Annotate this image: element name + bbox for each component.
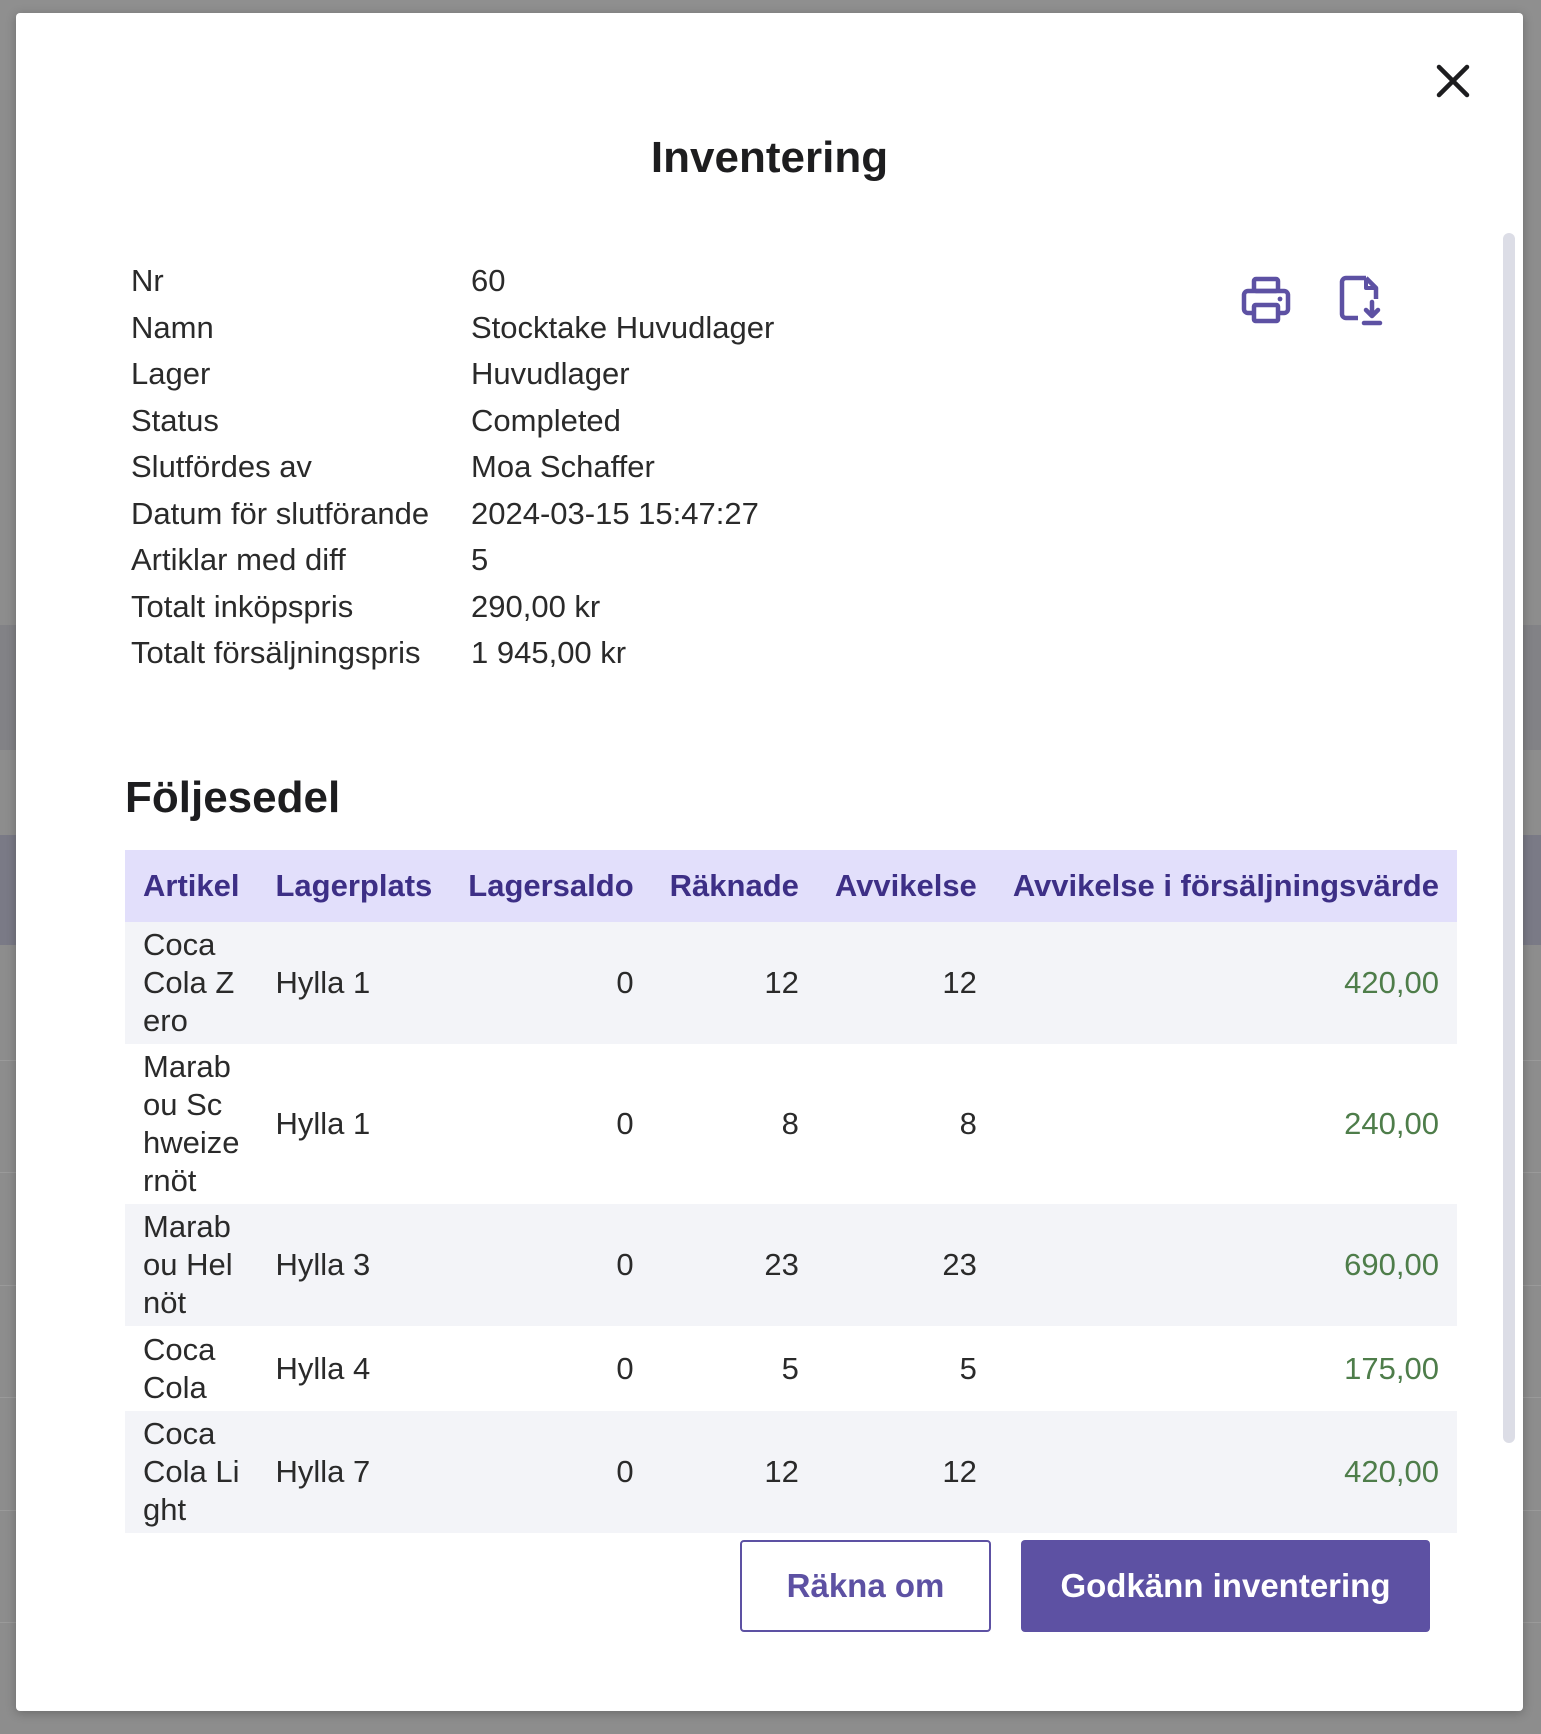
- cell-lagerplats: Hylla 7: [257, 1411, 450, 1533]
- close-button[interactable]: [1433, 61, 1473, 101]
- cell-avvikelse: 8: [817, 1044, 995, 1204]
- info-value: Moa Schaffer: [471, 449, 655, 484]
- approve-stocktake-button[interactable]: Godkänn inventering: [1021, 1540, 1430, 1632]
- cell-artikel: Coca Cola Light: [125, 1411, 257, 1533]
- table-header-col-lagerplats[interactable]: Lagerplats: [257, 850, 450, 922]
- info-label: Slutfördes av: [131, 449, 312, 484]
- table-row[interactable]: [125, 1044, 1457, 1204]
- cell-lagerplats: Hylla 4: [257, 1326, 450, 1411]
- info-value: 5: [471, 542, 489, 577]
- info-row: [131, 537, 774, 584]
- info-label: Status: [131, 402, 219, 438]
- table-header-col-raknade[interactable]: Räknade: [652, 850, 817, 922]
- table-row[interactable]: [125, 1411, 1457, 1533]
- cell-avvikelse-varde: 690,00: [995, 1204, 1457, 1326]
- cell-lagersaldo: 0: [450, 1326, 651, 1411]
- table-header-col-avvikelse[interactable]: Avvikelse: [817, 850, 995, 922]
- table-header-col-artikel[interactable]: Artikel: [125, 850, 257, 922]
- info-row: [131, 398, 774, 445]
- cell-avvikelse-varde: 420,00: [995, 922, 1457, 1044]
- file-download-icon: [1336, 275, 1388, 327]
- cell-lagerplats: Hylla 1: [257, 1044, 450, 1204]
- cell-avvikelse-varde: 420,00: [995, 1411, 1457, 1533]
- info-label: Totalt försäljningspris: [131, 635, 421, 670]
- info-label: Nr: [131, 263, 164, 298]
- info-row: [131, 351, 774, 398]
- scrollbar[interactable]: [1503, 233, 1515, 1443]
- cell-raknade: 23: [652, 1204, 817, 1326]
- cell-artikel: Marabou Helnöt: [125, 1204, 257, 1326]
- table-row[interactable]: [125, 1204, 1457, 1326]
- cell-lagersaldo: 0: [450, 922, 651, 1044]
- info-row: [131, 491, 774, 538]
- printer-icon: [1240, 275, 1292, 327]
- table-header-col-avvikelse-varde[interactable]: Avvikelse i försäljningsvärde: [995, 850, 1457, 922]
- info-label: Artiklar med diff: [131, 542, 346, 577]
- stocktake-modal: [16, 13, 1523, 1711]
- cell-avvikelse: 12: [817, 1411, 995, 1533]
- section-title: Följesedel: [125, 773, 341, 822]
- info-value: Huvudlager: [471, 356, 630, 391]
- info-value: Completed: [471, 402, 621, 438]
- table-row[interactable]: [125, 922, 1457, 1044]
- info-row: [131, 305, 774, 352]
- cell-raknade: 5: [652, 1326, 817, 1411]
- cell-raknade: 12: [652, 1411, 817, 1533]
- stocktake-table-container: [125, 850, 1439, 1527]
- cell-avvikelse-varde: 240,00: [995, 1044, 1457, 1204]
- info-row: [131, 584, 774, 631]
- close-icon: [1433, 61, 1473, 101]
- table-header-row: [125, 850, 1457, 922]
- info-label: Lager: [131, 356, 211, 391]
- info-value: 290,00 kr: [471, 588, 601, 624]
- cell-lagersaldo: 0: [450, 1044, 651, 1204]
- info-label: Datum för slutförande: [131, 495, 430, 531]
- cell-lagerplats: Hylla 1: [257, 922, 450, 1044]
- info-row: [131, 630, 774, 677]
- info-value: Stocktake Huvudlager: [471, 309, 775, 345]
- info-label: Totalt inköpspris: [131, 588, 354, 624]
- cell-lagerplats: Hylla 3: [257, 1204, 450, 1326]
- modal-title: Inventering: [650, 133, 889, 182]
- cell-raknade: 8: [652, 1044, 817, 1204]
- cell-avvikelse: 12: [817, 922, 995, 1044]
- print-button[interactable]: [1240, 275, 1292, 327]
- cell-avvikelse: 23: [817, 1204, 995, 1326]
- info-row: [131, 258, 774, 305]
- cell-avvikelse: 5: [817, 1326, 995, 1411]
- table-row[interactable]: [125, 1326, 1457, 1411]
- cell-artikel: Coca Cola: [125, 1326, 257, 1411]
- info-value: 1 945,00 kr: [471, 635, 627, 670]
- table-body: [125, 922, 1457, 1533]
- stocktake-info: [131, 258, 774, 677]
- cell-lagersaldo: 0: [450, 1411, 651, 1533]
- info-value: 2024-03-15 15:47:27: [471, 495, 759, 531]
- info-row: [131, 444, 774, 491]
- cell-lagersaldo: 0: [450, 1204, 651, 1326]
- recount-button[interactable]: Räkna om: [740, 1540, 991, 1632]
- info-value: 60: [471, 263, 506, 298]
- cell-avvikelse-varde: 175,00: [995, 1326, 1457, 1411]
- stocktake-table: [125, 850, 1457, 1533]
- info-label: Namn: [131, 309, 214, 345]
- cell-artikel: Coca Cola Zero: [125, 922, 257, 1044]
- cell-raknade: 12: [652, 922, 817, 1044]
- download-button[interactable]: [1336, 275, 1388, 327]
- cell-artikel: Marabou Schweizernöt: [125, 1044, 257, 1204]
- table-header-col-lagersaldo[interactable]: Lagersaldo: [450, 850, 651, 922]
